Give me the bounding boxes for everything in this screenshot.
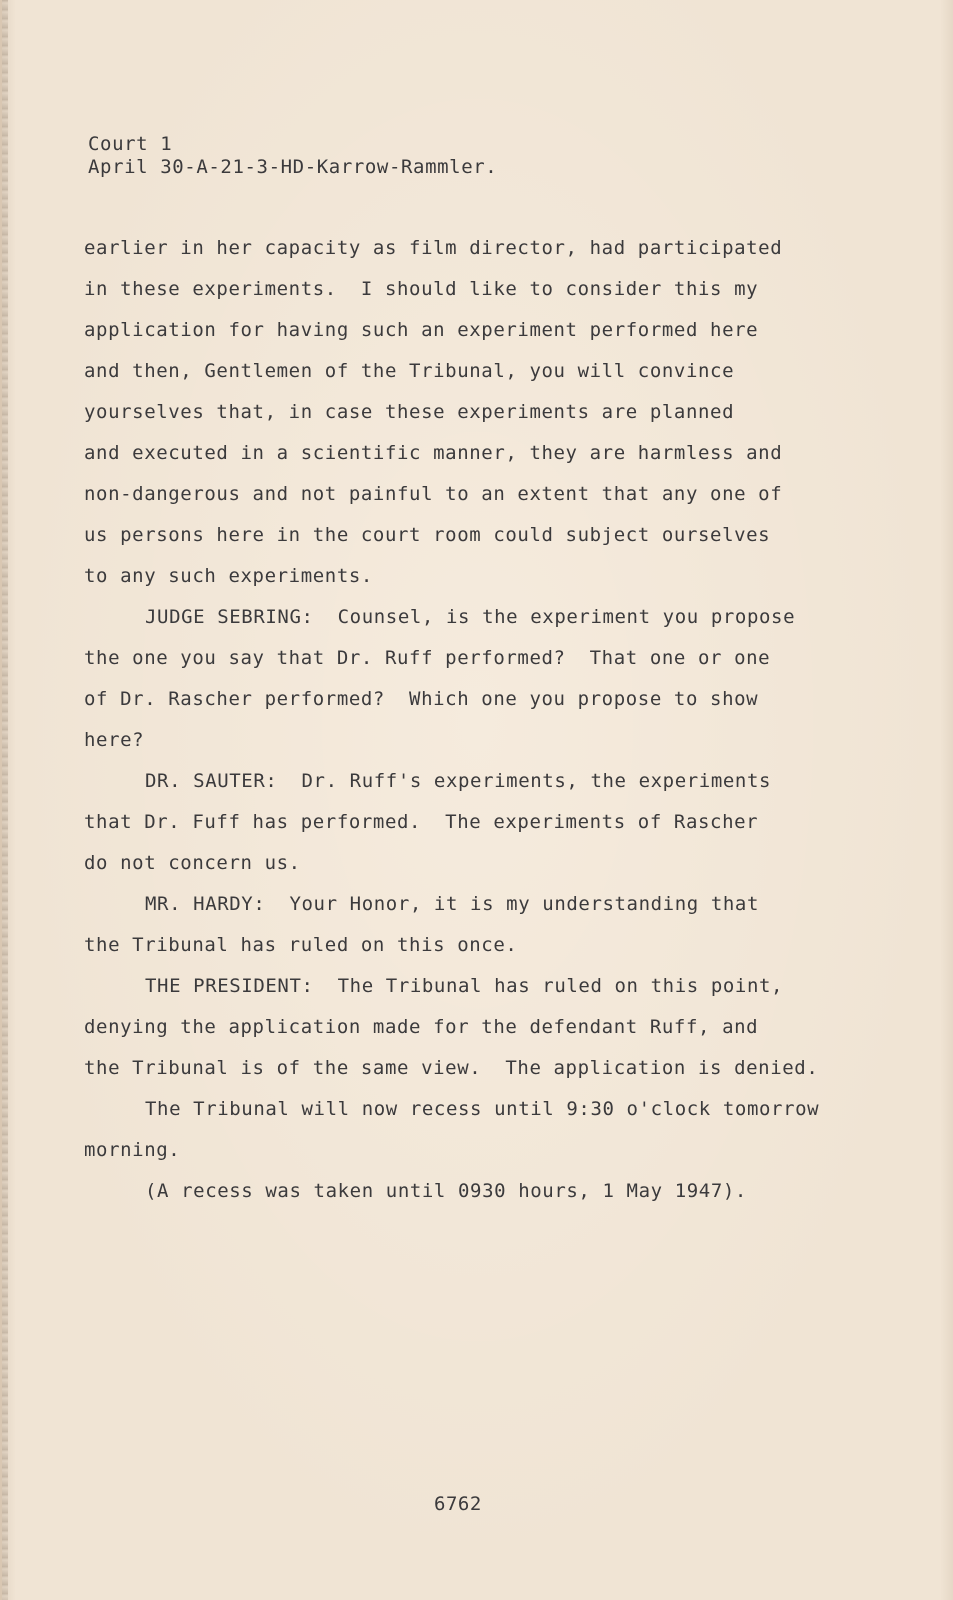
transcript-line: and then, Gentlemen of the Tribunal, you will convince	[84, 360, 735, 382]
transcript-line: here?	[84, 729, 145, 751]
court-label: Court 1	[88, 133, 173, 155]
transcript-line: the Tribunal is of the same view. The application is denied.	[84, 1057, 819, 1079]
transcript-line: and executed in a scientific manner, they are harmless and	[84, 442, 783, 464]
transcript-reference: April 30-A-21-3-HD-Karrow-Rammler.	[88, 156, 498, 178]
speaker-line-the-president: THE PRESIDENT: The Tribunal has ruled on this point,	[145, 975, 784, 997]
torn-left-edge	[2, 0, 8, 1600]
transcript-line: do not concern us.	[84, 852, 301, 874]
transcript-line: denying the application made for the defendant Ruff, and	[84, 1016, 759, 1038]
transcript-line: yourselves that, in case these experiments are planned	[84, 401, 735, 423]
transcript-line: in these experiments. I should like to consider this my	[84, 278, 759, 300]
transcript-body	[84, 236, 824, 1220]
transcript-line: the Tribunal has ruled on this once.	[84, 934, 518, 956]
transcript-line: earlier in her capacity as film director, had participated	[84, 237, 783, 259]
transcript-line: us persons here in the court room could subject ourselves	[84, 524, 771, 546]
recess-note: (A recess was taken until 0930 hours, 1 May 1947).	[145, 1180, 747, 1202]
transcript-line: the one you say that Dr. Ruff performed? That one or one	[84, 647, 771, 669]
transcript-line: The Tribunal will now recess until 9:30 o'clock tomorrow	[145, 1098, 820, 1120]
speaker-line-dr-sauter: DR. SAUTER: Dr. Ruff's experiments, the experiments	[145, 770, 772, 792]
page-number: 6762	[434, 1493, 482, 1515]
speaker-line-judge-sebring: JUDGE SEBRING: Counsel, is the experiment you propose	[145, 606, 796, 628]
speaker-line-mr-hardy: MR. HARDY: Your Honor, it is my understanding that	[145, 893, 759, 915]
transcript-line: application for having such an experiment performed here	[84, 319, 759, 341]
transcript-line: that Dr. Fuff has performed. The experiments of Rascher	[84, 811, 759, 833]
transcript-line: of Dr. Rascher performed? Which one you propose to show	[84, 688, 759, 710]
page-header	[88, 133, 497, 179]
transcript-line: morning.	[84, 1139, 181, 1161]
transcript-line: to any such experiments.	[84, 565, 373, 587]
transcript-line: non-dangerous and not painful to an extent that any one of	[84, 483, 783, 505]
